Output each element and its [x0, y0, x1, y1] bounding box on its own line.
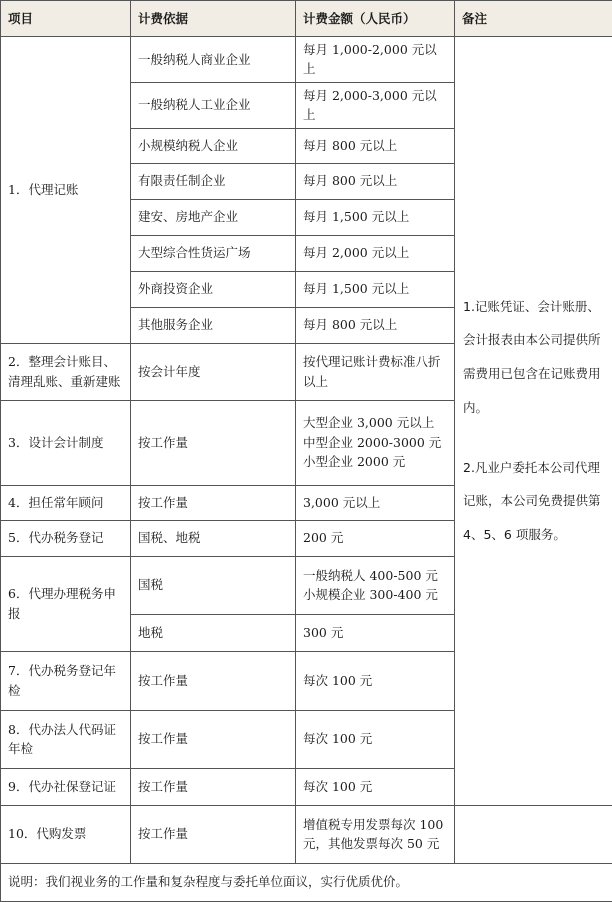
amount-cell: 按代理记账计费标准八折以上: [296, 343, 455, 400]
item-cell: 1．代理记账: [1, 37, 131, 344]
amount-cell: 每月 800 元以上: [296, 128, 455, 163]
footer-note: 说明：我们视业务的工作量和复杂程度与委托单位面议，实行优质优价。: [1, 863, 612, 901]
basis-cell: 其他服务企业: [131, 307, 296, 343]
table-row: [1, 805, 612, 863]
basis-cell: 有限责任制企业: [131, 163, 296, 199]
remark-note-1: 1.记账凭证、会计账册、会计报表由本公司提供所需费用已包含在记账费用内。: [463, 290, 604, 425]
amount-cell: 3,000 元以上: [296, 485, 455, 520]
table-header-row: [1, 1, 612, 37]
amount-cell: 每月 1,000-2,000 元以上: [296, 37, 455, 83]
amount-line: 增值税专用发票每次 100 元，其他发票每次 50 元: [303, 815, 447, 854]
item-cell: 5．代办税务登记: [1, 520, 131, 556]
footer-row: [1, 863, 612, 901]
amount-cell: 一般纳税人 400-500 元小规模企业 300-400 元: [296, 556, 455, 614]
basis-cell: 建安、房地产企业: [131, 199, 296, 235]
header-amount: 计费金额（人民币）: [296, 1, 455, 37]
item-cell: 8．代办法人代码证年检: [1, 710, 131, 768]
amount-cell: 每月 800 元以上: [296, 307, 455, 343]
amount-cell: 每月 800 元以上: [296, 163, 455, 199]
basis-cell: 外商投资企业: [131, 271, 296, 307]
basis-cell: 按工作量: [131, 651, 296, 710]
table-row: [1, 37, 612, 83]
item-cell: 9．代办社保登记证: [1, 768, 131, 805]
amount-line: 中型企业 2000-3000 元: [303, 433, 447, 452]
amount-cell: 200 元: [296, 520, 455, 556]
basis-cell: 国税、地税: [131, 520, 296, 556]
amount-cell: 每月 1,500 元以上: [296, 199, 455, 235]
amount-cell: [296, 400, 455, 485]
basis-cell: 按会计年度: [131, 343, 296, 400]
basis-cell: 小规模纳税人企业: [131, 128, 296, 163]
item-cell: 3．设计会计制度: [1, 400, 131, 485]
header-basis: 计费依据: [131, 1, 296, 37]
amount-line: 小型企业 2000 元: [303, 452, 447, 471]
basis-cell: 按工作量: [131, 400, 296, 485]
amount-cell: 每月 1,500 元以上: [296, 271, 455, 307]
item-cell: 6．代理办理税务申报: [1, 556, 131, 651]
amount-cell: 每次 100 元: [296, 710, 455, 768]
basis-cell: 按工作量: [131, 485, 296, 520]
remark-cell: [455, 37, 612, 806]
basis-cell: 国税: [131, 556, 296, 614]
remark-note-2: 2.凡业户委托本公司代理记账，本公司免费提供第 4、5、6 项服务。: [463, 451, 604, 552]
amount-cell: 每次 100 元: [296, 651, 455, 710]
item-cell: 7．代办税务登记年检: [1, 651, 131, 710]
header-remark: 备注: [455, 1, 612, 37]
amount-cell: 每月 2,000 元以上: [296, 235, 455, 271]
item-cell: 2．整理会计账目、清理乱账、重新建账: [1, 343, 131, 400]
item-cell: 10．代购发票: [1, 805, 131, 863]
basis-cell: 地税: [131, 614, 296, 651]
basis-cell: 一般纳税人工业企业: [131, 82, 296, 128]
amount-line: 大型企业 3,000 元以上: [303, 413, 447, 432]
amount-cell: 每次 100 元: [296, 768, 455, 805]
amount-cell: [296, 805, 455, 863]
item-cell: 4．担任常年顾问: [1, 485, 131, 520]
amount-cell: 300 元: [296, 614, 455, 651]
amount-cell: 每月 2,000-3,000 元以上: [296, 82, 455, 128]
header-item: 项目: [1, 1, 131, 37]
basis-cell: 按工作量: [131, 805, 296, 863]
basis-cell: 一般纳税人商业企业: [131, 37, 296, 83]
basis-cell: 按工作量: [131, 710, 296, 768]
basis-cell: 大型综合性货运广场: [131, 235, 296, 271]
basis-cell: 按工作量: [131, 768, 296, 805]
